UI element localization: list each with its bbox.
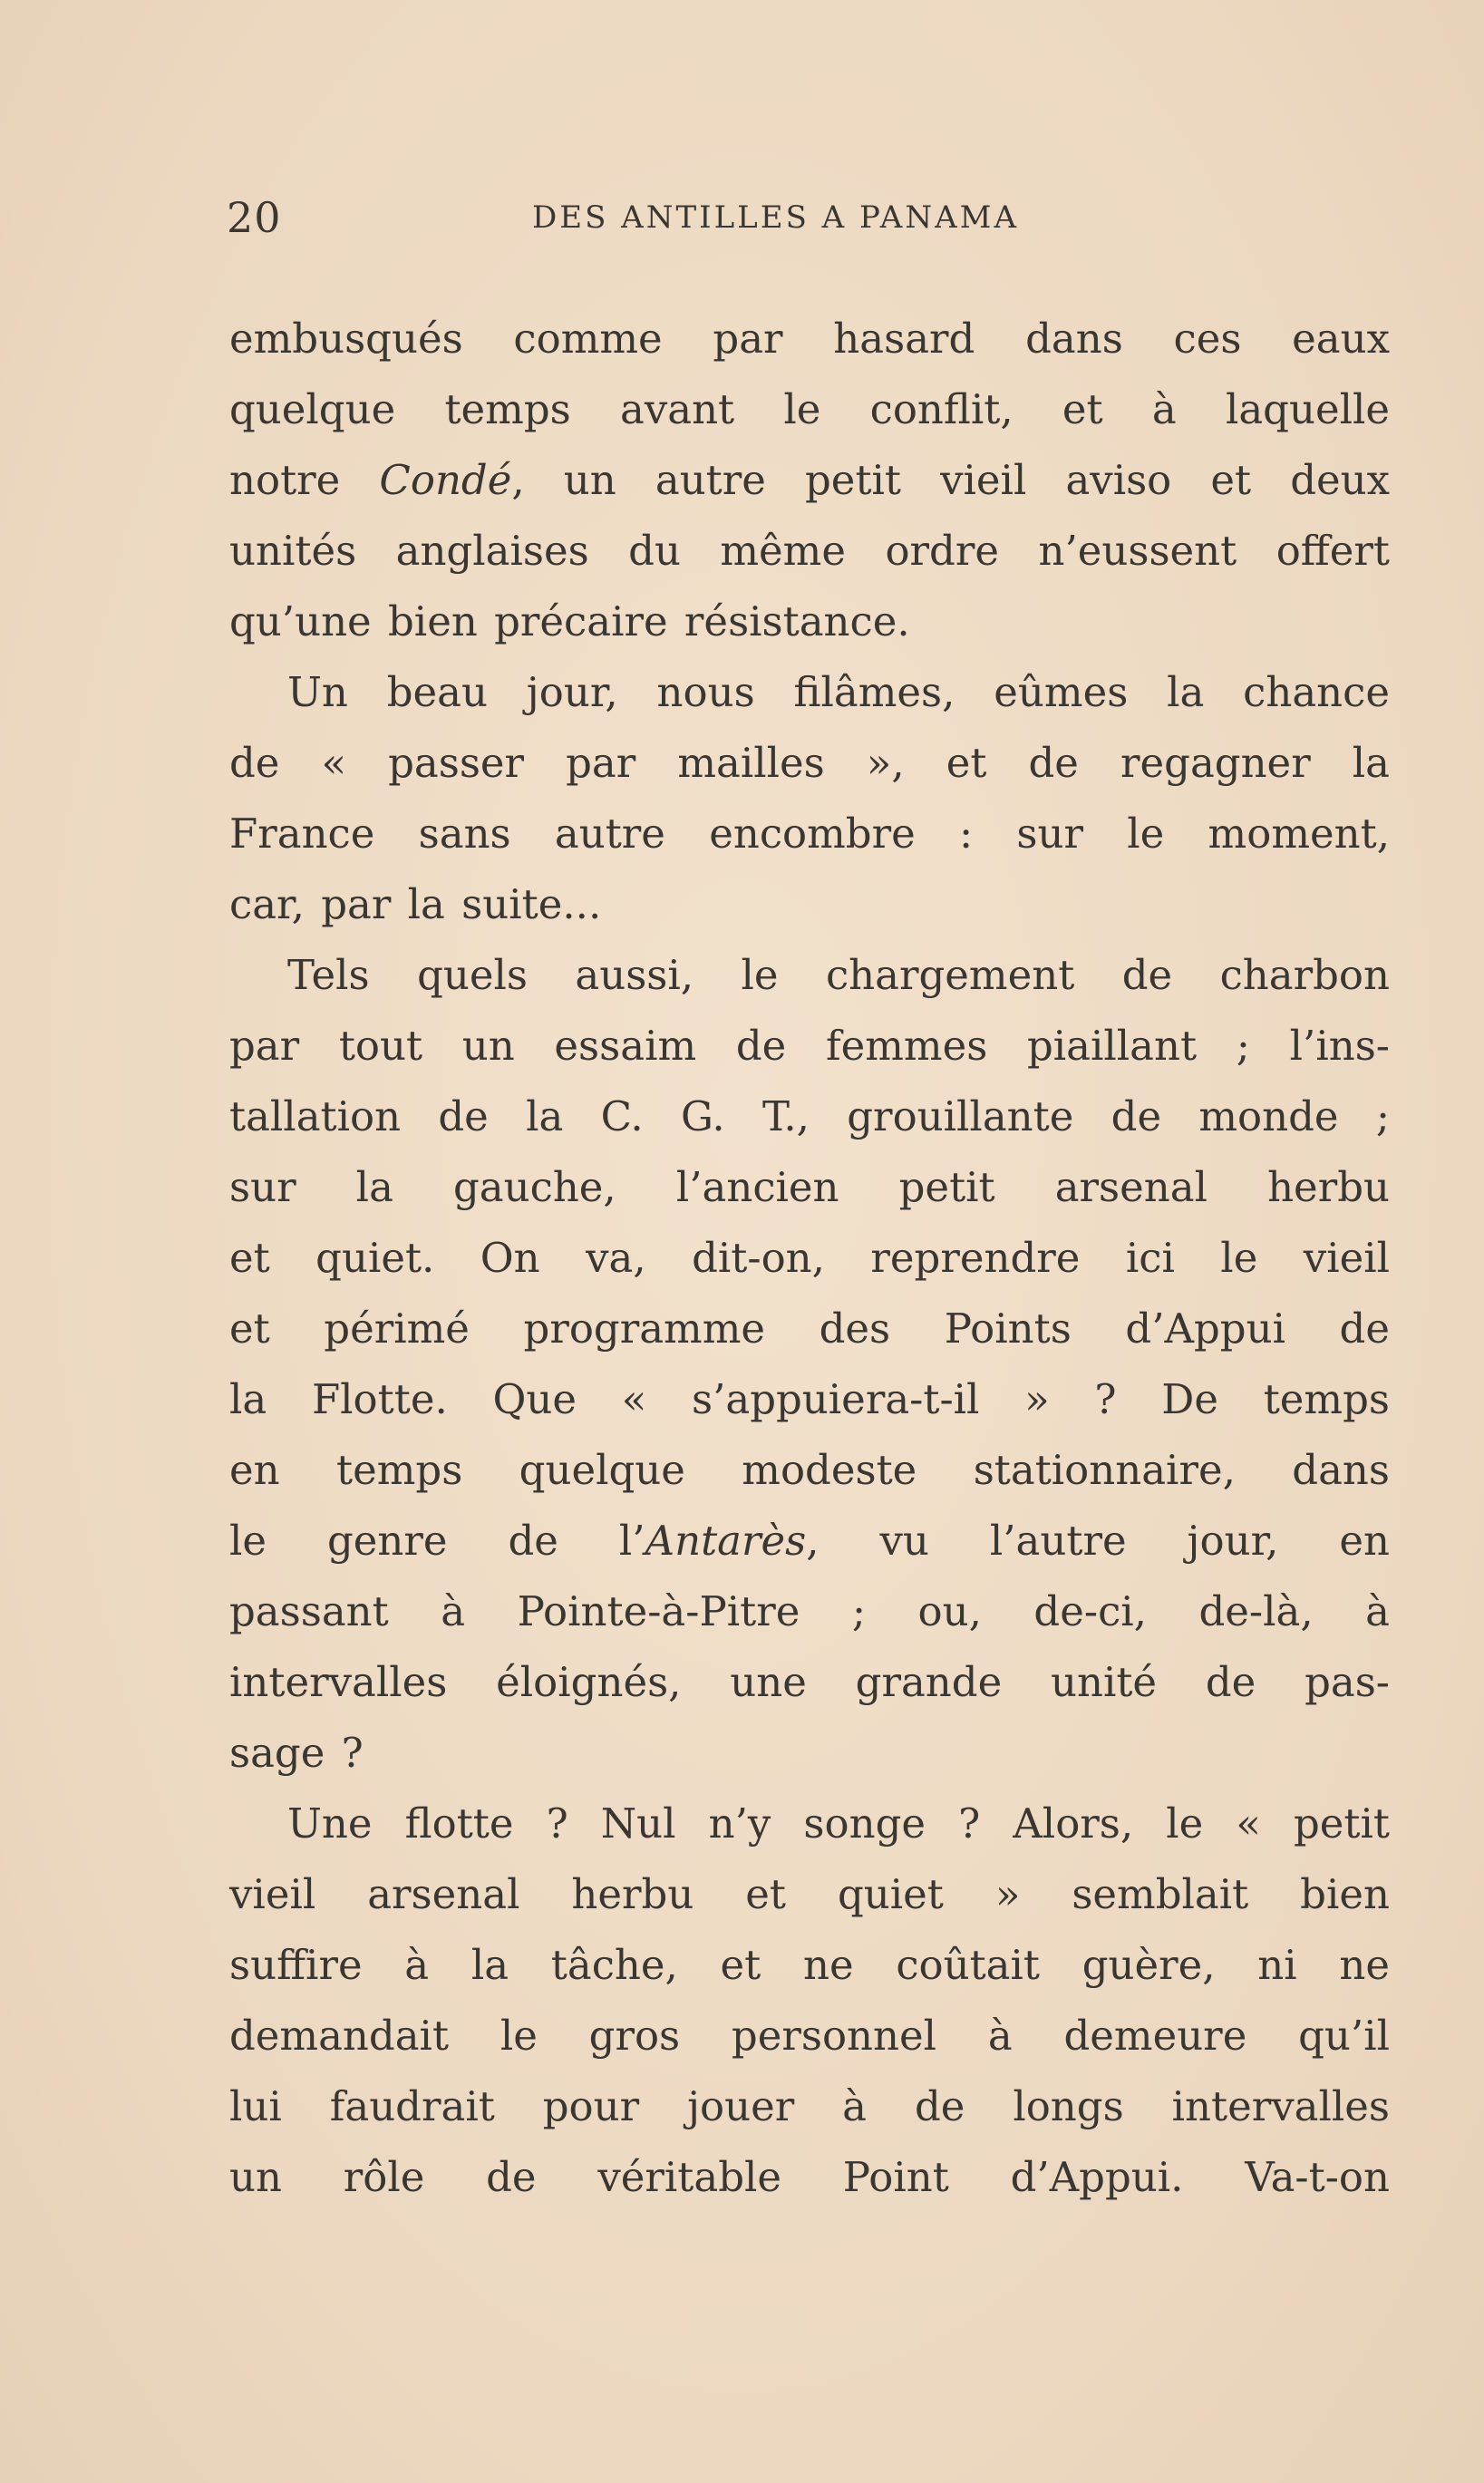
text-line: quelque temps avant le conflit, et à laquelle [229,385,1390,433]
text-line: car, par la suite... [229,880,602,928]
text-line: vieil arsenal herbu et quiet » semblait bien [229,1870,1390,1918]
text-line: tallation de la C. G. T., grouillante de monde ; [229,1092,1390,1140]
text-line: unités anglaises du même ordre n’eussent offert [229,527,1390,575]
body-text [229,304,1390,2213]
text-line: et quiet. On va, dit-on, reprendre ici le vieil [229,1234,1390,1282]
running-head [227,186,1260,249]
italic-name: Condé [379,456,512,504]
text-segment: , vu l’autre jour, en [806,1517,1391,1565]
text-line: embusqués comme par hasard dans ces eaux [229,315,1390,363]
text-line: France sans autre encombre : sur le moment, [229,810,1390,858]
text-line: lui faudrait pour jouer à de longs intervalles [229,2082,1390,2130]
text-line: par tout un essaim de femmes piaillant ; l’ins- [229,1022,1390,1070]
text-line: et périmé programme des Points d’Appui de [229,1305,1390,1353]
text-segment: notre [229,456,380,504]
text-line: Un beau jour, nous filâmes, eûmes la chance [287,668,1390,716]
running-title: DES ANTILLES A PANAMA [532,199,1020,236]
text-line: intervalles éloignés, une grande unité de pas- [229,1658,1390,1706]
page-number: 20 [227,193,282,242]
text-line: sur la gauche, l’ancien petit arsenal herbu [229,1163,1390,1211]
text-line: passant à Pointe-à-Pitre ; ou, de-ci, de-là, à [229,1587,1390,1635]
text-line: un rôle de véritable Point d’Appui. Va-t-on [229,2153,1390,2201]
text-line: Une flotte ? Nul n’y songe ? Alors, le « petit [287,1799,1390,1848]
italic-name: Antarès [645,1517,807,1565]
text-line: sage ? [229,1729,364,1777]
text-line [229,1506,1390,1576]
text-line: de « passer par mailles », et de regagner la [229,739,1390,787]
text-line: suffire à la tâche, et ne coûtait guère, ni ne [229,1941,1390,1989]
text-line: qu’une bien précaire résistance. [229,597,910,645]
text-segment: le genre de l’ [229,1517,645,1565]
text-segment: , un autre petit vieil aviso et deux [511,456,1391,504]
text-line: Tels quels aussi, le chargement de charbon [287,951,1390,999]
text-line: la Flotte. Que « s’appuiera-t-il » ? De temps [229,1375,1390,1423]
text-line: en temps quelque modeste stationnaire, dans [229,1446,1390,1494]
text-line [229,445,1390,516]
text-line: demandait le gros personnel à demeure qu’il [229,2012,1390,2060]
